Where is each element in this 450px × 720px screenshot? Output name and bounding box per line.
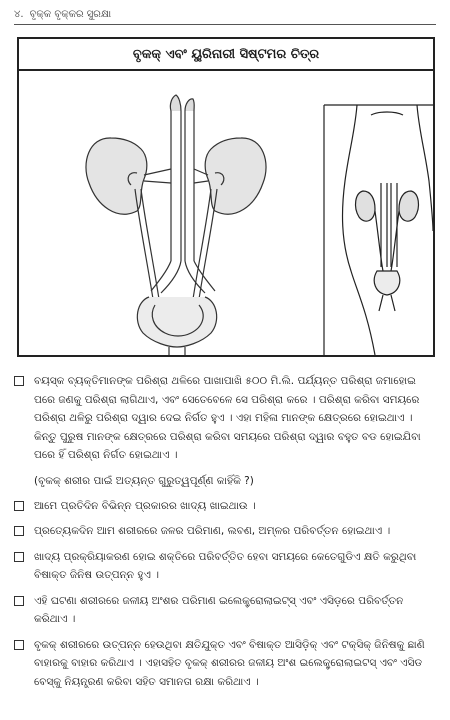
list-item — [14, 636, 438, 692]
bladder — [137, 297, 216, 347]
checkbox-bullet-icon — [14, 552, 24, 562]
aorta — [171, 111, 181, 261]
checkbox-bullet-icon — [14, 596, 24, 606]
checkbox-bullet-icon — [14, 501, 24, 511]
checkbox-bullet-icon — [14, 376, 24, 386]
checkbox-bullet-icon — [14, 640, 24, 650]
figure-title-bar — [19, 39, 433, 71]
kidney-right — [205, 138, 266, 214]
list-item-text: ବୟସ୍କ ବ୍ୟକ୍ତିମାନଙ୍କ ପରିଶ୍ରା ଥଳିରେ ପାଖାପାଖି ୫୦୦ ମି.ଲି. ପର୍ଯ୍ୟନ୍ତ ପରିଶ୍ରା ଜମାହୋଇ ପରେ ଜଣକୁ ପରିଶ୍ରା ଲାଗିଥାଏ, ଏବଂ ସେତେବେଳେ ସେ ପରିଶ୍ରା କରେ । ପରିଶ୍ରା କରିବା ସମୟରେ ପରିଶ୍ରା ଥଳିରୁ ପରିଶ୍ରା ଦ୍ୱାର ଦେଇ ନିର୍ଗତ ହୁଏ । ଏହା ମହିଳା ମାନଙ୍କ କ୍ଷେତ୍ରରେ ହୋଇଥାଏ । କିନ୍ତୁ ପୁରୁଷ ମାନଙ୍କ କ୍ଷେତ୍ରରେ ପରିଶ୍ରା କରିବା ସମୟରେ ପରିଶ୍ରା ଦ୍ୱାର ବହୁତ ବଡ ହୋଇଯିବା ପରେ ହିଁ ପରିଶ୍ରା ନିର୍ଗତ ହୋଇଥାଏ । — [34, 375, 421, 461]
list-item-text: ଆମେ ପ୍ରତିଦିନ ବିଭିନ୍ନ ପ୍ରକାରର ଖାଦ୍ୟ ଖାଇଥାଉ । — [34, 499, 256, 512]
list-item-text: ପ୍ରତ୍ୟେକଦିନ ଆମ ଶରୀରରେ ଜଳର ପରିମାଣ, ଲବଣ, ଅମ୍ଳର ପରିବର୍ତ୍ତନ ହୋଇଥାଏ । — [34, 525, 391, 537]
kidney-left — [86, 138, 147, 214]
vena-cava — [185, 111, 194, 261]
content-list — [14, 372, 438, 698]
checkbox-bullet-icon — [14, 526, 24, 536]
running-title: ବୃକ୍କ ବୃକ୍କର ସୁରକ୍ଷା — [29, 8, 112, 20]
page-header — [14, 4, 436, 24]
list-item — [14, 497, 438, 516]
question-note: (ବୃକକ୍ ଶରୀର ପାଇଁ ଅତ୍ୟନ୍ତ ଗୁରୁତ୍ୱପୂର୍ଣ୍ଣ କାହିଁକି ?) — [34, 474, 254, 487]
list-item-text: ଖାଦ୍ୟ ପ୍ରକ୍ରିୟାକରଣ ହୋଇ ଶକ୍ତିରେ ପରିବର୍ତ୍ତିତ ହେବା ସମୟରେ କେତେଗୁଡିଏ କ୍ଷତି କରୁଥିବା ବିଷାକ୍ତ ଜିନିଷ ଉତ୍ପନ୍ନ ହୁଏ । — [34, 550, 417, 581]
header-divider — [14, 24, 436, 25]
list-item-text: ବୃକକ୍ ଶରୀରରେ ଉତ୍ପନ୍ନ ହେଉଥିବା କ୍ଷତିଯୁକ୍ତ ଏବଂ ବିଷାକ୍ତ ଆସିଡ଼ିକ୍ ଏବଂ ଟକ୍ସିକ୍ ଜିନିଷକୁ ଛାଣି ବାହାରକୁ ବାହାର କରିଥାଏ । ଏହାସହିତ ବୃକକ୍ ଶରୀରର ଜଳୀୟ ଅଂଶ ଇଲେକ୍ଟ୍ରୋଲାଇଟସ୍ ଏବଂ ଏସିଡ ବେସ୍‌କୁ ନିୟନ୍ତ୍ରଣ କରିବା ସହିତ ସମାନତା ରକ୍ଷା କରିଥାଏ । — [34, 638, 425, 688]
list-item — [14, 522, 438, 541]
list-item — [14, 372, 438, 465]
list-item — [14, 548, 438, 585]
urinary-system-illustration — [19, 71, 433, 355]
page-number: ୪. — [14, 8, 24, 20]
list-item-text: ଏହି ଘଟଣା ଶରୀରରେ ଜଳୀୟ ଅଂଶର ପରିମାଣ ଇଲେକ୍ଟ୍ରୋଲାଇଟ୍ସ୍ ଏବଂ ଏସିଡ଼ରେ ପରିବର୍ତ୍ତନ କରିଥାଏ । — [34, 594, 404, 625]
inset-body-figure — [324, 105, 433, 355]
urinary-system-figure — [17, 37, 435, 357]
figure-title: ବୃକକ୍ ଏବଂ ୟୁରିନାରୀ ସିଷ୍ଟମର ଚିତ୍ର — [132, 46, 320, 62]
list-item — [14, 592, 438, 629]
